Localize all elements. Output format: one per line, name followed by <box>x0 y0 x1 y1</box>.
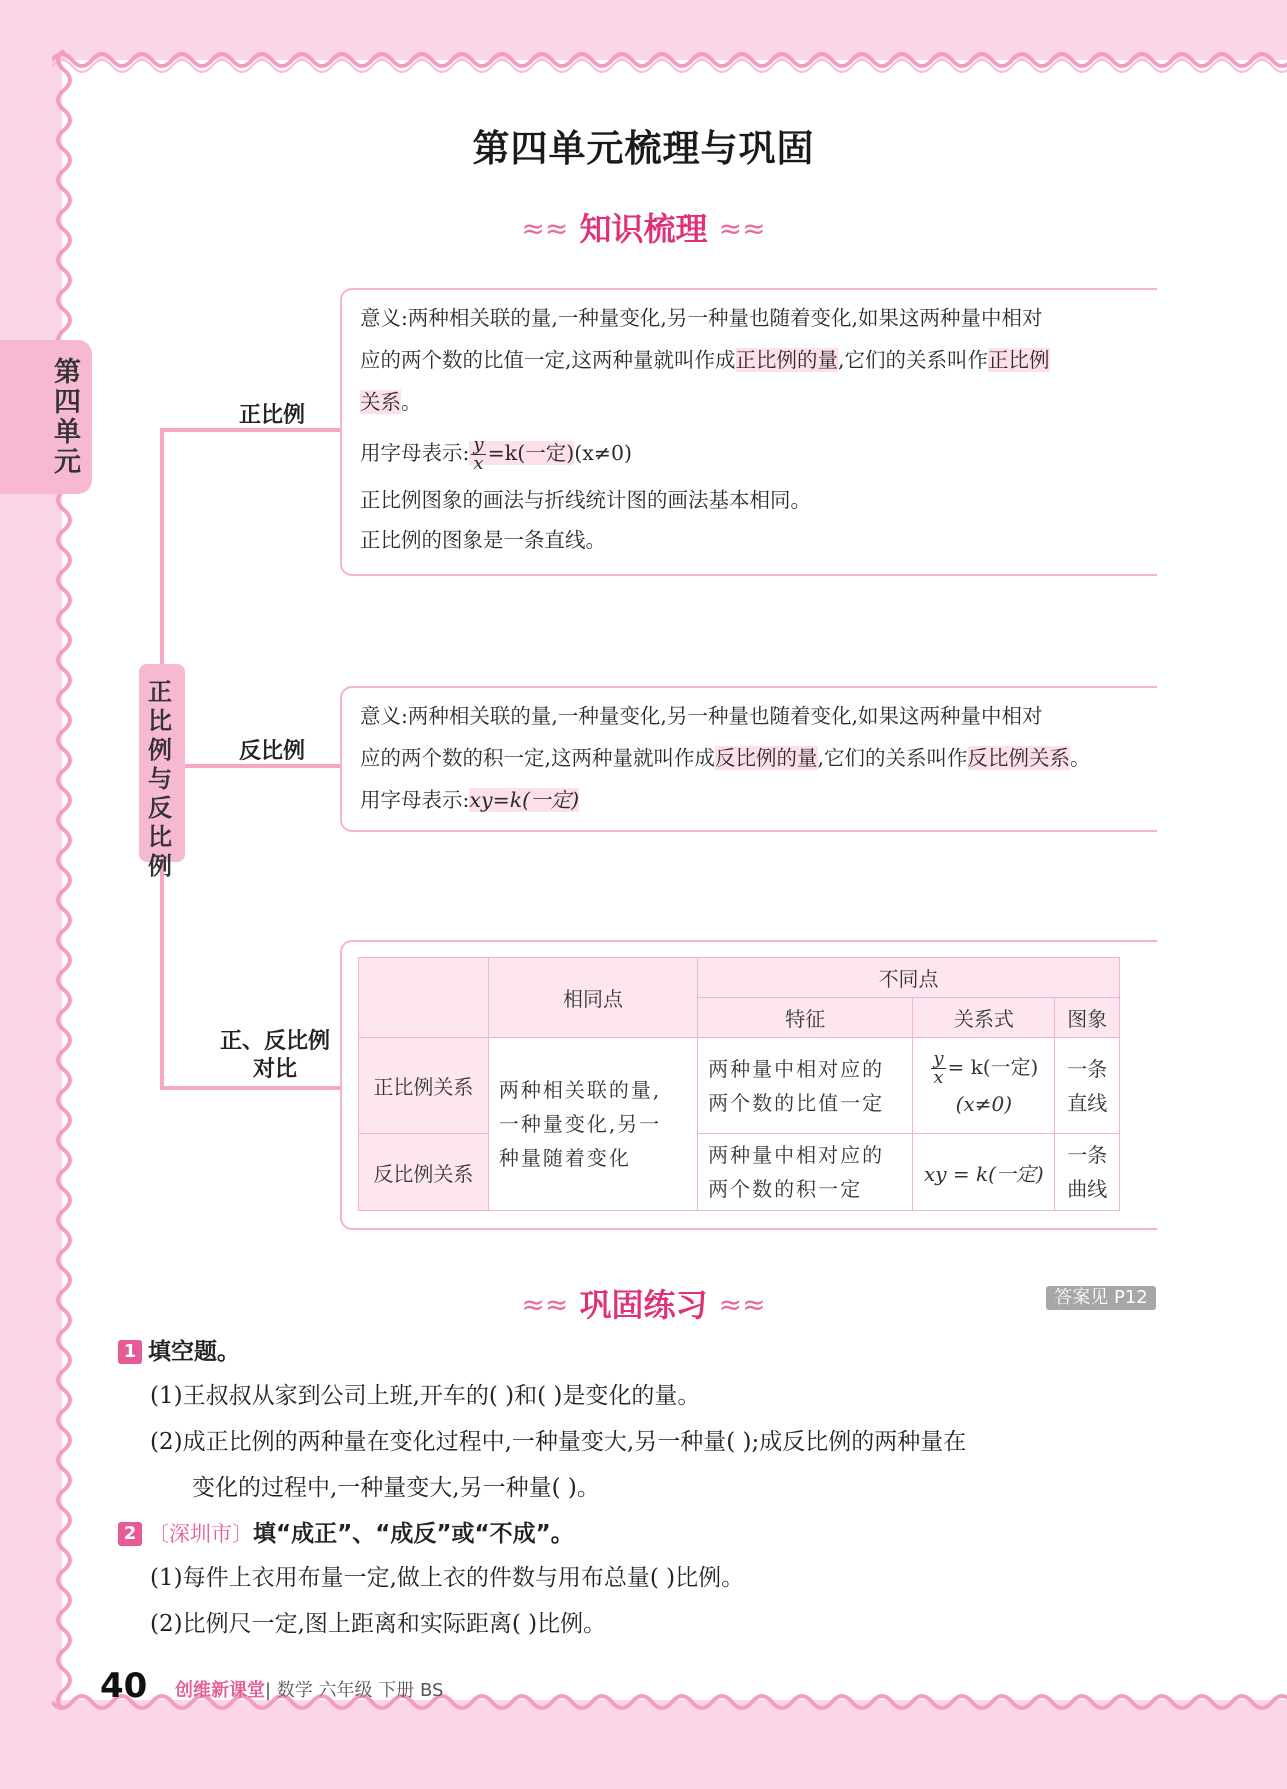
section-heading-knowledge <box>0 204 1287 250</box>
branch-label-compare-line2: 对比 <box>252 1057 297 1082</box>
section-heading-text: 巩固练习 <box>579 1286 708 1324</box>
wave-decoration-icon: ≈ <box>742 212 766 245</box>
header-diff: 不同点 <box>698 958 1120 998</box>
inverse-formula: 用字母表示:xy=k(一定) <box>360 788 580 812</box>
question-2-part-2: (2)比例尺一定,图上距离和实际距离( )比例。 <box>150 1611 607 1637</box>
footer-details: | 数学 六年级 下册 BS <box>265 1680 444 1701</box>
answer-reference-tag: 答案见 P12 <box>1046 1286 1156 1310</box>
highlight-term: 反比例关系 <box>967 746 1071 770</box>
direct-proportion-box <box>340 288 1157 576</box>
page-number: 40 <box>100 1666 148 1706</box>
comparison-table <box>358 957 1120 1211</box>
branch-label-compare <box>205 1028 345 1084</box>
direct-formula: 用字母表示: $\frac{y}{x}$ =k(一定)(x≠0) <box>360 434 632 474</box>
row2-graph: 一条 曲线 <box>1055 1134 1120 1211</box>
row2-relation: xy = k(一定) <box>913 1134 1055 1211</box>
fraction: $\frac{y}{x}$ <box>933 1048 944 1088</box>
branch-label-direct: 正比例 <box>238 403 305 428</box>
direct-graph-shape: 正比例的图象是一条直线。 <box>360 528 606 552</box>
inverse-definition-line1: 意义:两种相关联的量,一种量变化,另一种量也随着变化,如果这两种量中相对 <box>360 704 1043 728</box>
row1-feature: 两种量中相对应的 两个数的比值一定 <box>698 1038 913 1134</box>
question-2-heading: 2 〔深圳市〕填“成正”、“成反”或“不成”。 <box>118 1520 574 1548</box>
header-graph: 图象 <box>1055 998 1120 1038</box>
direct-definition-line1: 意义:两种相关联的量,一种量变化,另一种量也随着变化,如果这两种量中相对 <box>360 306 1043 330</box>
table-corner-cell <box>359 958 489 1038</box>
unit-tab <box>0 340 92 494</box>
fraction: $\frac{y}{x}$ <box>473 434 484 474</box>
question-number-badge: 1 <box>118 1340 142 1364</box>
wave-decoration-icon: ≈ <box>521 212 545 245</box>
question-1-part-2b: 变化的过程中,一种量变大,另一种量( )。 <box>192 1475 600 1501</box>
header-same: 相同点 <box>488 958 697 1038</box>
highlight-term: 正比例的量 <box>735 348 839 372</box>
question-1-part-2a: (2)成正比例的两种量在变化过程中,一种量变大,另一种量( );成反比例的两种量在 <box>150 1429 967 1455</box>
inverse-definition-line2: 应的两个数的积一定,这两种量就叫作成反比例的量,它们的关系叫作反比例关系。 <box>360 746 1091 770</box>
highlight-term: 关系 <box>360 390 401 414</box>
root-node-label: 正比例与反比例 <box>148 678 172 880</box>
row-name-direct: 正比例关系 <box>359 1038 489 1134</box>
direct-definition-line3: 关系。 <box>360 390 422 414</box>
tree-branch-line-3 <box>160 1086 340 1090</box>
row2-feature: 两种量中相对应的 两个数的积一定 <box>698 1134 913 1211</box>
branch-label-compare-line1: 正、反比例 <box>219 1029 330 1054</box>
header-feature: 特征 <box>698 998 913 1038</box>
question-number-badge: 2 <box>118 1522 142 1546</box>
row1-graph: 一条 直线 <box>1055 1038 1120 1134</box>
direct-graph-method: 正比例图象的画法与折线统计图的画法基本相同。 <box>360 488 811 512</box>
formula-highlight: $\frac{y}{x}$ =k(一定) <box>469 441 574 465</box>
formula-highlight: xy=k(一定) <box>469 788 580 812</box>
wave-decoration-icon: ≈ <box>544 212 569 245</box>
same-point-cell: 两种相关联的量, 一种量变化,另一 种量随着变化 <box>488 1038 697 1211</box>
footer-info <box>175 1676 443 1702</box>
inverse-proportion-box <box>340 686 1157 832</box>
wavy-border-left <box>50 50 78 1710</box>
highlight-term: 反比例的量 <box>715 746 818 770</box>
footer-brand: 创维新课堂 <box>175 1680 265 1701</box>
wave-decoration-icon: ≈ <box>521 1288 545 1321</box>
question-source: 〔深圳市〕 <box>148 1522 253 1546</box>
question-1-heading: 1 填空题。 <box>118 1338 240 1366</box>
wave-decoration-icon: ≈ <box>742 1288 766 1321</box>
wavy-border-top <box>52 46 1287 74</box>
row-name-inverse: 反比例关系 <box>359 1134 489 1211</box>
question-1-part-1: (1)王叔叔从家到公司上班,开车的( )和( )是变化的量。 <box>150 1383 701 1409</box>
highlight-term: 正比例 <box>988 348 1050 372</box>
section-heading-text: 知识梳理 <box>579 210 708 248</box>
branch-label-inverse: 反比例 <box>238 739 305 764</box>
header-relation: 关系式 <box>913 998 1055 1038</box>
question-2-part-1: (1)每件上衣用布量一定,做上衣的件数与用布总量( )比例。 <box>150 1565 745 1591</box>
row1-relation: $\frac{y}{x}$ = k(一定) (x≠0) <box>913 1038 1055 1134</box>
root-node <box>139 664 185 880</box>
page-title: 第四单元梳理与巩固 <box>472 127 815 170</box>
direct-definition-line2: 应的两个数的比值一定,这两种量就叫作成正比例的量,它们的关系叫作正比例 <box>360 348 1050 372</box>
unit-tab-label: 第四单元 <box>54 357 81 478</box>
wave-decoration-icon: ≈ <box>718 212 743 245</box>
wave-decoration-icon: ≈ <box>544 1288 569 1321</box>
wave-decoration-icon: ≈ <box>718 1288 743 1321</box>
